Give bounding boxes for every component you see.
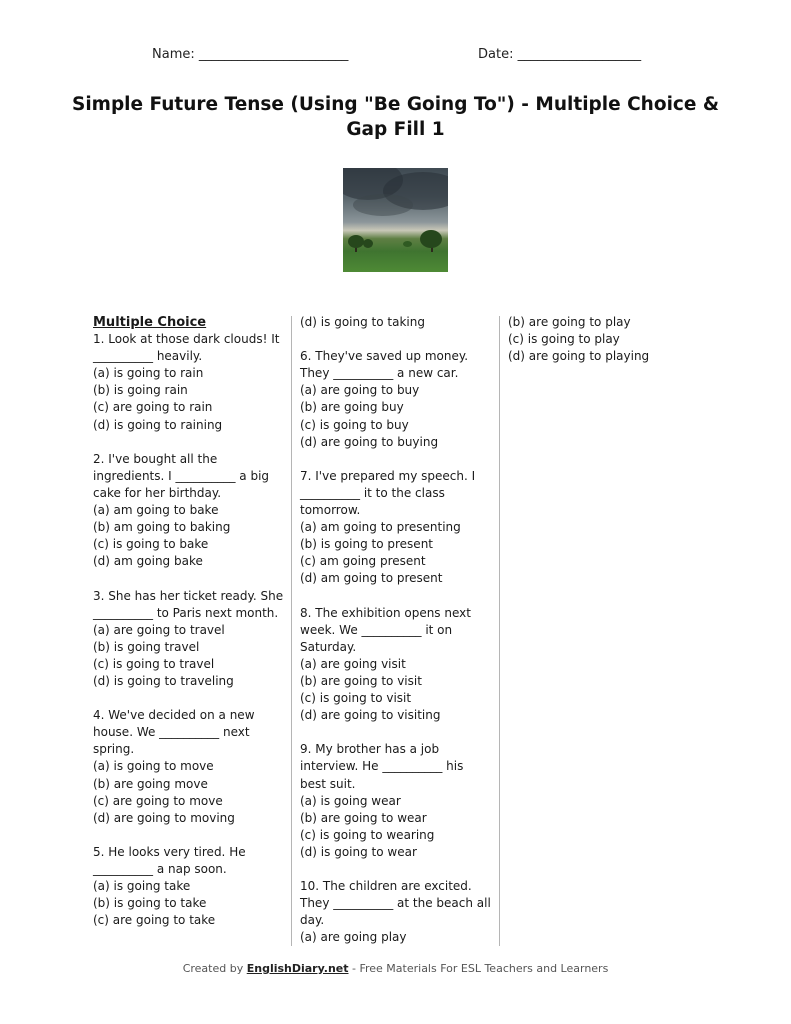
question-text: 5. He looks very tired. He: [93, 844, 246, 859]
answer-option: (b) are going to visit: [300, 673, 422, 688]
footer-suffix: - Free Materials For ESL Teachers and Learners: [348, 962, 609, 975]
answer-option: (a) am going to bake: [93, 503, 219, 518]
answer-option: (a) are going play: [300, 930, 407, 945]
answer-option: (c) are going to rain: [93, 400, 213, 415]
answer-option: (a) am going to presenting: [300, 520, 461, 535]
storm-landscape-image: [343, 168, 448, 272]
answer-option: (d) are going to visiting: [300, 708, 441, 723]
blank-line: [93, 570, 288, 587]
question-text: interview. He __________ his: [300, 759, 464, 774]
answer-option: (b) are going to wear: [300, 810, 427, 825]
question-text: __________ heavily.: [93, 349, 203, 364]
answer-option: (a) is going take: [93, 879, 191, 894]
answer-option: (d) am going to present: [300, 571, 443, 586]
question-text: 7. I've prepared my speech. I: [300, 468, 476, 483]
name-field-line: Name: _______________________: [152, 47, 349, 62]
answer-option: (c) is going to travel: [93, 656, 215, 671]
answer-option: (a) are going visit: [300, 656, 406, 671]
question-text: spring.: [93, 742, 135, 757]
answer-option: (a) are going to buy: [300, 383, 420, 398]
question-text: best suit.: [300, 776, 356, 791]
blank-line: [300, 451, 495, 468]
question-text: house. We __________ next: [93, 725, 250, 740]
answer-option: (b) are going move: [93, 776, 208, 791]
question-text: Saturday.: [300, 639, 357, 654]
footer-site-link[interactable]: EnglishDiary.net: [246, 962, 349, 975]
question-text: week. We __________ it on: [300, 622, 453, 637]
answer-option: (d) are going to moving: [93, 810, 235, 825]
blank-line: [300, 588, 495, 605]
question-text: cake for her birthday.: [93, 485, 222, 500]
question-text: They __________ at the beach all: [300, 896, 491, 911]
question-text: ingredients. I __________ a big: [93, 468, 270, 483]
answer-option: (d) is going to wear: [300, 844, 417, 859]
question-text: 2. I've bought all the: [93, 451, 218, 466]
answer-option: (a) is going wear: [300, 793, 401, 808]
blank-line: [300, 861, 495, 878]
answer-option: (d) are going to playing: [508, 349, 650, 364]
blank-line: [93, 690, 288, 707]
section-heading: Multiple Choice: [93, 315, 207, 330]
answer-option: (c) are going to move: [93, 793, 223, 808]
column-divider: [291, 316, 292, 946]
question-text: tomorrow.: [300, 503, 361, 518]
question-text: 3. She has her ticket ready. She: [93, 588, 284, 603]
answer-option: (c) is going to play: [508, 332, 620, 347]
answer-option: (d) is going to taking: [300, 315, 425, 329]
answer-option: (a) is going to rain: [93, 366, 204, 381]
question-text: They __________ a new car.: [300, 366, 459, 381]
question-column-3: [508, 314, 698, 365]
answer-option: (d) am going bake: [93, 554, 203, 569]
question-text: 10. The children are excited.: [300, 879, 472, 894]
answer-option: (c) am going present: [300, 554, 426, 569]
answer-option: (b) are going to play: [508, 315, 631, 329]
answer-option: (d) is going to raining: [93, 417, 223, 432]
question-text: 4. We've decided on a new: [93, 708, 255, 723]
answer-option: (b) are going buy: [300, 400, 404, 415]
question-text: 8. The exhibition opens next: [300, 605, 471, 620]
page-title-line-1: Simple Future Tense (Using "Be Going To") - Multiple Choice &: [72, 94, 719, 115]
answer-option: (c) is going to wearing: [300, 827, 435, 842]
column-divider: [499, 316, 500, 946]
answer-option: (d) is going to traveling: [93, 673, 234, 688]
question-column-2: [300, 314, 495, 946]
question-text: __________ a nap soon.: [93, 862, 227, 876]
answer-option: (a) are going to travel: [93, 622, 225, 637]
answer-option: (c) is going to visit: [300, 691, 412, 706]
answer-option: (b) is going travel: [93, 639, 200, 654]
question-column-1: [93, 314, 288, 929]
page-title-line-2: Gap Fill 1: [346, 119, 445, 140]
question-text: __________ it to the class: [300, 485, 445, 500]
question-text: __________ to Paris next month.: [93, 605, 279, 620]
date-field-line: Date: ___________________: [478, 47, 642, 62]
footer-prefix: Created by: [182, 962, 247, 975]
blank-line: [300, 724, 495, 741]
page-title: [70, 92, 721, 142]
blank-line: [93, 827, 288, 844]
answer-option: (a) is going to move: [93, 759, 214, 774]
question-text: 1. Look at those dark clouds! It: [93, 332, 280, 347]
question-text: 9. My brother has a job: [300, 742, 440, 757]
question-text: day.: [300, 913, 325, 928]
answer-option: (c) is going to bake: [93, 537, 209, 552]
answer-option: (b) is going to present: [300, 537, 434, 552]
answer-option: (b) is going rain: [93, 383, 188, 398]
blank-line: [300, 331, 495, 348]
footer-credit: [0, 962, 791, 975]
blank-line: [93, 434, 288, 451]
question-text: 6. They've saved up money.: [300, 349, 469, 364]
answer-option: (b) is going to take: [93, 896, 207, 911]
answer-option: (c) is going to buy: [300, 417, 409, 432]
answer-option: (b) am going to baking: [93, 520, 231, 535]
answer-option: (d) are going to buying: [300, 434, 439, 449]
answer-option: (c) are going to take: [93, 913, 216, 928]
